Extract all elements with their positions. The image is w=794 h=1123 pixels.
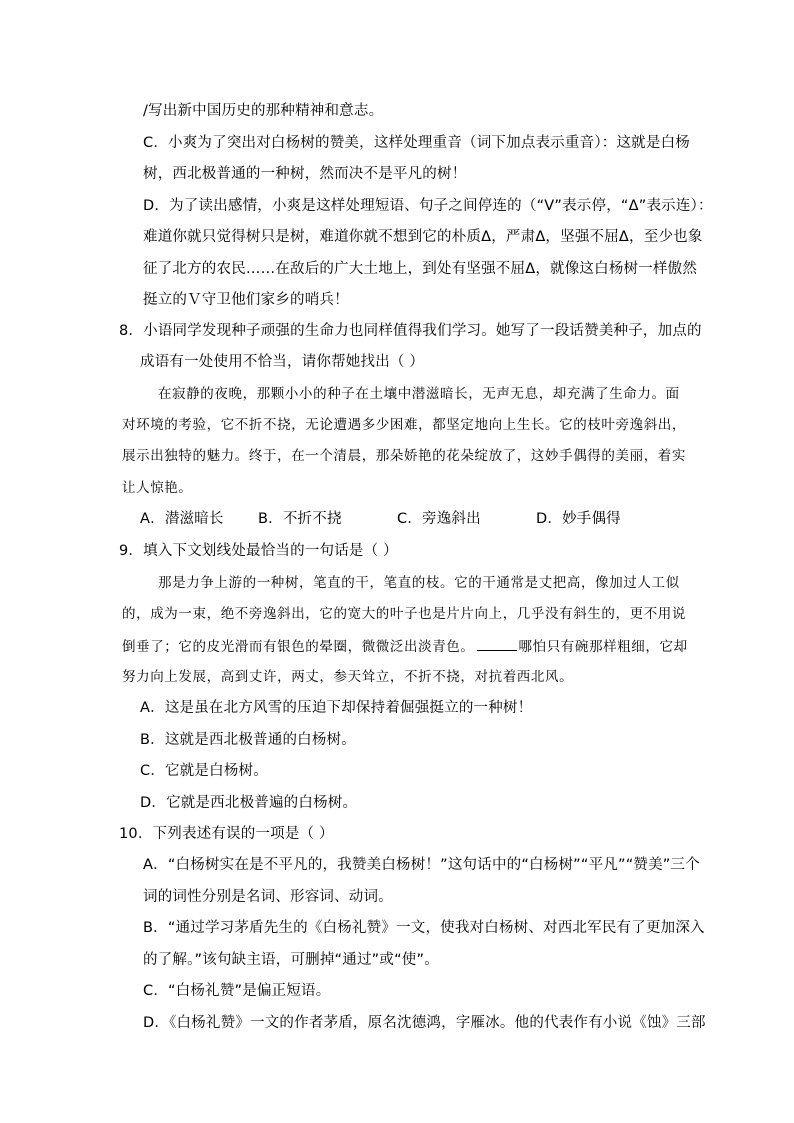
q7-option-d-line3: 征了北方的农民……在敌后的广大土地上，到处有坚强不屈Δ，就像这白杨树一样傲然 — [143, 261, 698, 277]
q7-option-d-line4: 挺立的Ｖ守卫他们家乡的哨兵！ — [143, 292, 349, 308]
q9-option-b: B．这就是西北极普通的白杨树。 — [140, 732, 356, 748]
q8-passage-line3: 展示出独特的魅力。终于，在一个清晨，那朵娇艳的花朵绽放了，这妙手偶得的美丽，着实 — [122, 448, 686, 464]
q9-passage-line4: 努力向上发展，高到丈许，两丈，参天耸立，不折不挠，对抗着西北风。 — [122, 669, 574, 685]
q7-option-d-line2: 难道你就只觉得树只是树，难道你就不想到它的朴质Δ，严肃Δ，坚强不屈Δ，至少也象 — [143, 229, 703, 245]
q9-passage-line1: 那是力争上游的一种树，笔直的干，笔直的枝。它的干通常是丈把高，像加过人工似 — [158, 575, 680, 591]
q8-option-a: A．潜滋暗长 — [140, 511, 224, 527]
q7-option-c-line1: C．小爽为了突出对白杨树的赞美，这样处理重音（词下加点表示重音）：这就是白杨 — [143, 135, 690, 151]
q10-option-b-line2: 的了解。”该句缺主语，可删掉“通过”或“使”。 — [143, 952, 439, 968]
q8-passage-line1: 在寂静的夜晚，那颗小小的种子在土壤中潜滋暗长，无声无息，却充满了生命力。面 — [158, 386, 680, 402]
q8-passage-line4: 让人惊艳。 — [122, 480, 193, 496]
q8-option-c: C．旁逸斜出 — [397, 511, 481, 527]
q8-stem-line1: 8．小语同学发现种子顽强的生命力也同样值得我们学习。她写了一段话赞美种子，加点的 — [119, 323, 702, 339]
q10-option-a-line2: 词的词性分别是名词、形容词、动词。 — [143, 889, 393, 905]
q9-option-d: D．它就是西北极普遍的白杨树。 — [140, 795, 358, 811]
q9-passage-line3-before-blank: 倒垂了；它的皮光滑而有银色的晕圈，微微泛出淡青色。 — [122, 639, 475, 655]
q9-option-c: C．它就是白杨树。 — [140, 763, 268, 779]
q8-option-b: B．不折不挠 — [258, 511, 342, 527]
q7-line-continuation: /写出新中国历史的那种精神和意志。 — [143, 103, 384, 119]
q10-option-d-line1: D．《白杨礼赞》一文的作者茅盾，原名沈德鸿，字雁冰。他的代表作有小说《蚀》三部 — [143, 1015, 706, 1031]
q9-passage-line3 — [122, 636, 688, 657]
q8-stem-line2: 成语有一处使用不恰当，请你帮她找出（ ） — [140, 354, 425, 370]
q9-passage-line3-after-blank: 哪怕只有碗那样粗细，它却 — [518, 639, 688, 655]
fill-in-blank — [477, 636, 517, 651]
q10-option-b-line1: B．“通过学习茅盾先生的《白杨礼赞》一文，使我对白杨树、对西北军民有了更加深入 — [143, 920, 705, 936]
q7-option-d-line1: D．为了读出感情，小爽是这样处理短语、句子之间停连的（“V”表示停，“Δ”表示连）： — [143, 198, 713, 214]
q10-option-c-line1: C．“白杨礼赞”是偏正短语。 — [143, 983, 331, 999]
q8-passage-line2: 对环境的考验，它不折不挠，无论遭遇多少困难，都坚定地向上生长。它的枝叶旁逸斜出， — [122, 417, 686, 433]
q10-stem: 10．下列表述有误的一项是（ ） — [119, 826, 334, 842]
q9-stem: 9．填入下文划线处最恰当的一句话是（ ） — [119, 543, 398, 559]
q10-option-a-line1: A．“白杨树实在是不平凡的，我赞美白杨树！”这句话中的“白杨树”“平凡”“赞美”三个 — [143, 857, 700, 873]
q9-option-a: A．这是虽在北方风雪的压迫下却保持着倔强挺立的一种树！ — [140, 700, 533, 716]
q9-passage-line2: 的，成为一束，绝不旁逸斜出，它的宽大的叶子也是片片向上，几乎没有斜生的，更不用说 — [122, 606, 686, 622]
q8-option-d: D．妙手偶得 — [536, 511, 621, 527]
q7-option-c-line2: 树，西北极普通的一种树，然而决不是平凡的树！ — [143, 166, 467, 182]
